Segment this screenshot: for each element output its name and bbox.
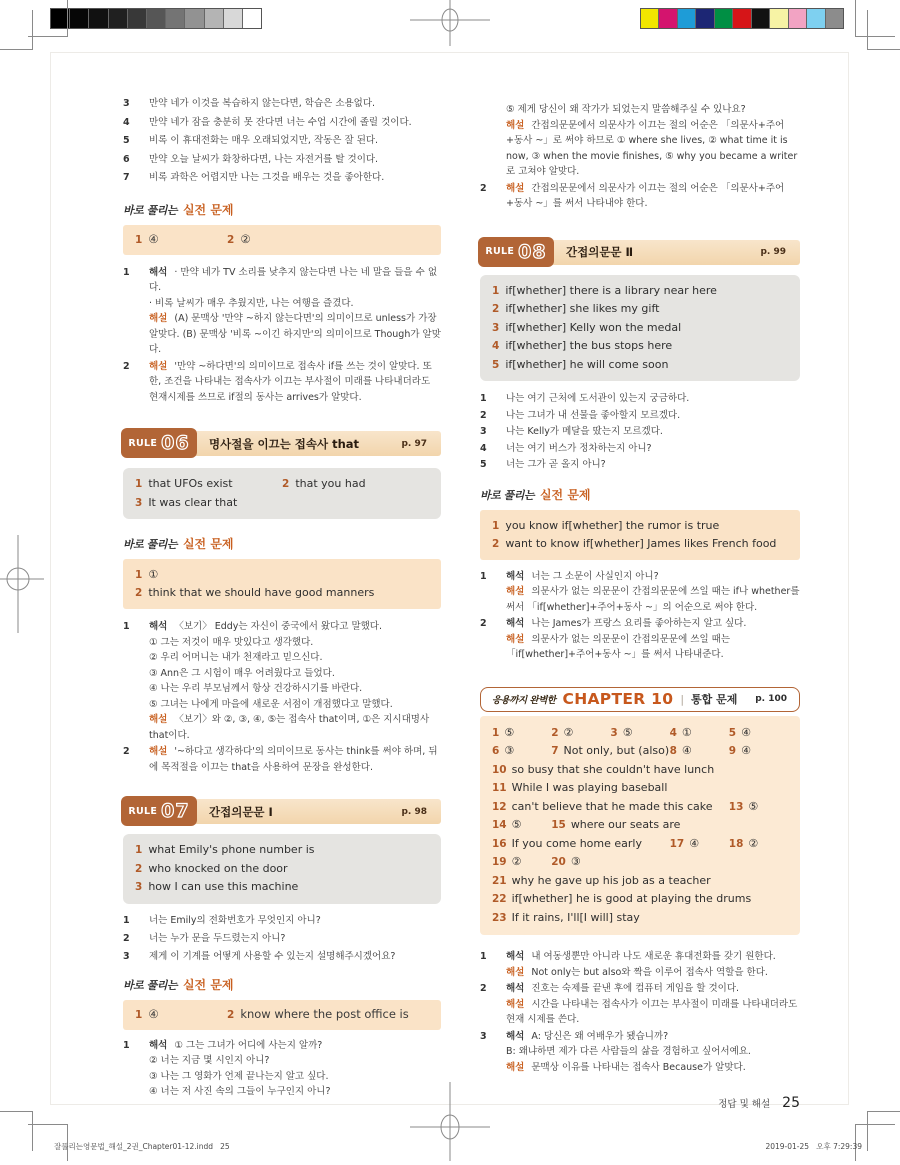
chapter-answer: 12 can't believe that he made this cake [492,799,713,813]
left-column [123,95,441,1101]
item-number: 6 [123,153,130,165]
haeseol-label: 해설 [506,182,525,194]
solution-line: 해설 간접의문문에서 의문사가 이끄는 절의 어순은 「의문사+주어+동사 ~」를 써서 나타내야 한다. [506,182,785,209]
gray-swatch [205,9,224,28]
rule-badge-label: RULE [485,246,515,257]
haeseok-label: 해석 [506,951,525,962]
practice-heading-script: 바로 풀리는 [123,538,177,551]
answer-number: 1 [135,233,143,246]
option-line: ② 우리 어머니는 내가 천재라고 믿으신다. [149,652,323,663]
answer-box [123,225,441,255]
solution-line: 해설 '만약 ~하다면'의 의미이므로 접속사 if를 쓰는 것이 알맞다. 또한, 조건을 나타내는 접속사가 이끄는 부사절이 미래를 나타내더라도 현재시제를 쓰므로 if절의 동사는 arrives가 알맞다. [149,360,432,403]
item-text: 비록 과학은 어렵지만 나는 그것을 배우는 것을 좋아한다. [149,172,385,183]
answer-line: 2 who knocked on the door [135,861,288,875]
answer-line: 1 if[whether] there is a library near here [492,283,717,297]
answer-line: 3 if[whether] Kelly won the medal [492,320,682,334]
practice-heading-accent: 실전 문제 [182,202,234,217]
answer-line: 2 want to know if[whether] James likes French food [492,536,777,550]
option-line: ④ 나는 우리 부모님께서 항상 건강하시기를 바란다. [149,683,363,694]
answer-line: 2 if[whether] she likes my gift [492,302,660,315]
practice-heading-accent: 실전 문제 [539,487,591,502]
gray-swatch [224,9,243,28]
grayscale-calibration-bar [50,8,262,29]
rule-08-answers [480,275,800,382]
explanation-item [480,181,800,212]
chapter-page-ref: p. 100 [755,694,787,704]
translation-line: 해석 진호는 숙제를 끝낸 후에 컴퓨터 게임을 할 것이다. [506,983,740,994]
solution-line: 해설 〈보기〉와 ②, ③, ④, ⑤는 접속사 that이며, ①은 지시대명사 that이다. [149,714,430,741]
item-number: 1 [480,570,487,582]
chapter-10-header [480,687,800,712]
rule-06-header [123,431,441,456]
print-datetime: 2019-01-25 오후 7:29:39 [765,1142,862,1151]
chapter-answer: 6 ③ [492,744,515,757]
chapter-answer: 15 where our seats are [551,818,681,831]
item-number: 4 [123,116,130,128]
answer-pair [227,232,251,248]
rule-title: 간접의문문 Ⅰ [209,804,273,819]
registration-mark-icon [0,535,46,637]
translation-line: 해석 ① 그는 그녀가 어디에 사는지 알까? [149,1039,323,1051]
rule-title: 간접의문문 Ⅱ [566,245,634,259]
color-swatch [641,9,659,28]
solution-line: 해설 의문사가 없는 의문문이 간접의문문에 쓰일 때는 「if[whether]+주어+동사 ~」를 써서 나타내준다. [506,633,730,660]
solution-line: 해설 문맥상 이유를 나타내는 접속사 Because가 알맞다. [506,1061,746,1073]
item-text: 비록 이 휴대전화는 매우 오래되었지만, 작동은 잘 된다. [149,135,379,146]
haeseok-label: 해석 [506,983,525,994]
gray-swatch [70,9,89,28]
answer-pair [135,232,227,248]
solution-line: 해설 의문사가 없는 의문문이 간접의문문에 쓰일 때는 if나 whether를 써서 「if[whether]+주어+동사 ~」의 어순으로 써야 한다. [506,586,800,613]
explanation-item [480,1029,800,1076]
translation-line: 해석 〈보기〉 Eddy는 자신이 중국에서 왔다고 말했다. [149,621,382,632]
chapter-prefix: 응용까지 완벽한 [492,695,556,706]
rule-page-ref: p. 97 [401,438,427,449]
item-number: 3 [480,1030,487,1042]
color-swatch [807,9,825,28]
gray-swatch [147,9,166,28]
rule-06-answers [123,468,441,519]
answer-line: 5 if[whether] he will come soon [492,357,669,371]
translation-item [123,151,441,170]
color-swatch [826,9,843,28]
chapter-answer: 9 ④ [728,744,751,757]
answer-line: 1 what Emily's phone number is [135,843,315,856]
item-number: 7 [123,172,130,183]
item-number: 2 [480,618,487,629]
item-number: 2 [480,182,487,194]
item-number: 1 [123,1039,130,1051]
rule-07-header [123,799,441,824]
chapter-answer: 22 if[whether] he is good at playing the drums [492,892,752,905]
haeseol-label: 해설 [506,1061,525,1073]
color-swatch [715,9,733,28]
explanation-item [123,744,441,775]
chapter-10-answers [480,716,800,936]
explanation-item [480,569,800,616]
page-footer-label: 정답 및 해설 [718,1099,771,1110]
solution-line: 해설 (A) 문맥상 '만약 ~하지 않는다면'의 의미이므로 unless가 가장 알맞다. (B) 문맥상 '비록 ~이긴 하지만'의 의미이므로 Though가 알맞다. [149,313,441,355]
haeseok-label: 해석 [149,1039,168,1051]
translation-line: 해석 나는 James가 프랑스 요리를 좋아하는지 알고 싶다. [506,618,747,629]
rule-badge [121,796,197,826]
answer-pair: 1 ④ [135,1006,159,1021]
haeseol-label: 해설 [506,966,525,978]
item-number: 2 [480,983,487,994]
practice-heading-accent: 실전 문제 [182,977,234,992]
explanation-block [123,265,441,406]
translation-list [123,912,441,966]
explanation-item [123,265,441,358]
translation-item: 1 너는 Emily의 전화번호가 무엇인지 아니? [123,914,321,926]
explanation-item [123,359,441,406]
answer-box [123,559,441,609]
answer-line: 4 if[whether] the bus stops here [492,339,673,352]
answer-line: 3 It was clear that [135,495,238,509]
chapter-answer: 14 ⑤ [492,818,522,831]
chapter-answer: 19 ② [492,855,522,868]
chapter-answer: 17 ④ [669,836,700,850]
item-number: 1 [123,266,130,278]
solution-line: 해설 시간을 나타내는 접속사가 이끄는 부사절이 미래를 나타내더라도 현재 시제를 쓴다. [506,998,798,1025]
option-line: ⑤ 제게 당신이 왜 작가가 되었는지 말씀해주실 수 있나요? [506,104,746,115]
chapter-answer: 3 ⑤ [610,725,633,739]
answer-line: 3 how I can use this machine [135,880,299,893]
color-swatch [659,9,677,28]
chapter-answer: 21 why he gave up his job as a teacher [492,873,711,887]
gray-swatch [109,9,128,28]
explanation-item [480,102,800,180]
crop-mark [0,1111,33,1151]
item-number: 2 [123,746,130,757]
translation-item [123,169,441,188]
explanation-item [480,949,800,980]
item-text: 만약 네가 잠을 충분히 못 잔다면 너는 수업 시간에 졸릴 것이다. [149,116,412,128]
practice-heading [123,535,441,552]
option-line: ⑤ 그녀는 나에게 마을에 새로운 서점이 개점했다고 말했다. [149,698,393,710]
option-line: ② 너는 지금 몇 시인지 아니? [149,1055,270,1066]
solution-line: 해설 '~하다고 생각하다'의 의미이므로 동사는 think를 써야 하며, 뒤에 목적절을 이끄는 that을 사용하여 문장을 완성한다. [149,746,438,773]
explanation-item [123,1038,441,1100]
haeseok-label: 해석 [506,618,525,629]
chapter-answer: 7 Not only, but (also) [551,744,670,757]
crop-mark [0,10,33,50]
haeseol-label: 해설 [506,998,525,1010]
haeseol-label: 해설 [506,586,525,597]
translation-item: 5 너는 그가 곧 올지 아니? [480,459,606,470]
haeseol-label: 해설 [149,313,168,324]
item-number: 2 [123,360,130,372]
color-swatch [770,9,788,28]
rule-badge-label: RULE [128,805,158,817]
item-number: 5 [123,135,130,146]
translation-line: · 비록 날씨가 매우 추웠지만, 나는 여행을 즐겼다. [149,297,354,309]
item-text: 만약 네가 이것을 복습하지 않는다면, 학습은 소용없다. [149,98,376,109]
option-line: ③ Ann은 그 시험이 매우 어려웠다고 들었다. [149,667,335,679]
rule-badge-label: RULE [128,437,158,449]
translation-item: 2 너는 누가 문을 두드렸는지 아니? [123,932,286,944]
explanation-block [123,619,441,775]
translation-line: 해석 A: 당신은 왜 여배우가 됐습니까? [506,1030,669,1042]
translation-line: 해석 · 만약 네가 TV 소리를 낮추지 않는다면 나는 네 말을 들을 수 없다. [149,266,437,293]
solution-line: 해설 Not only는 but also와 짝을 이루어 접속사 역할을 한다. [506,966,768,978]
crop-mark [867,1111,900,1151]
answer-box [123,1000,441,1030]
answer-value: ④ [148,231,159,246]
option-line: ① 그는 저것이 매우 맛있다고 생각했다. [149,636,314,648]
color-swatch [789,9,807,28]
gray-swatch [185,9,204,28]
practice-heading [480,486,800,503]
option-line: ③ 나는 그 영화가 언제 끝나는지 알고 싶다. [149,1070,329,1082]
rule-07-answers [123,834,441,904]
practice-heading-script: 바로 풀리는 [123,978,177,992]
page-footer [480,1095,800,1111]
explanation-block [123,1038,441,1100]
translation-line: B: 왜냐하면 제가 다른 사람들의 삶을 경험하고 싶어서예요. [506,1046,751,1057]
page-number: 25 [782,1095,800,1111]
translation-item: 2 나는 그녀가 내 선물을 좋아할지 모르겠다. [480,409,681,421]
option-line: ④ 너는 저 사진 속의 그들이 누구인지 아니? [149,1086,331,1097]
rule-number: 08 [518,240,547,263]
answer-line: 2 that you had [282,477,366,490]
print-file-info: 잘풀리는영문법_해설_2권_Chapter01-12.indd 25 [54,1142,230,1151]
chapter-title: CHAPTER 10 [562,690,674,708]
translation-item [123,95,441,114]
translation-item: 4 너는 여기 버스가 정차하는지 아니? [480,442,652,454]
chapter-answer: 11 While I was playing baseball [492,781,668,794]
rule-08-header [480,240,800,265]
rule-badge [121,428,197,458]
gray-swatch [128,9,147,28]
chapter-answer: 5 ④ [728,725,751,739]
chapter-answer: 4 ① [669,725,692,739]
translation-item: 3 나는 Kelly가 메달을 땄는지 모르겠다. [480,426,663,437]
color-swatch [752,9,770,28]
chapter-divider: | [680,692,685,706]
answer-number: 2 [227,233,235,246]
chapter-answer: 10 so busy that she couldn't have lunch [492,762,715,776]
item-number: 1 [480,951,487,962]
translation-line: 해석 너는 그 소문이 사실인지 아니? [506,570,659,582]
explanation-item [123,619,441,743]
chapter-answer: 23 If it rains, I'll[I will] stay [492,910,640,924]
solution-line: 해설 간접의문문에서 의문사가 이끄는 절의 어순은 「의문사+주어+동사 ~」로 써야 하므로 ① where she lives, ② what time it is now, ③ when the movie finishes, ⑤ why you became a writer로 고쳐야 알맞다. [506,119,798,177]
color-swatch [696,9,714,28]
translation-item: 1 나는 여기 근처에 도서관이 있는지 궁금하다. [480,393,690,404]
crop-mark [867,10,900,50]
translation-item: 3 제게 이 기계를 어떻게 사용할 수 있는지 설명해주시겠어요? [123,950,396,962]
practice-heading [123,976,441,993]
explanation-block [480,569,800,663]
explanation-block [480,949,800,1075]
item-text: 만약 오늘 날씨가 화창하다면, 나는 자전거를 탈 것이다. [149,153,379,165]
chapter-answer: 8 ④ [669,744,692,757]
color-swatch [678,9,696,28]
translation-item [123,132,441,151]
practice-heading-accent: 실전 문제 [182,537,234,551]
explanation-item [480,616,800,663]
color-calibration-bar [640,8,844,29]
rule-number: 07 [161,800,190,822]
chapter-answer: 16 If you come home early [492,836,642,850]
crop-mark [28,0,68,37]
translation-line: 해석 내 여동생뿐만 아니라 나도 새로운 휴대전화를 갖기 원한다. [506,951,776,962]
rule-page-ref: p. 99 [760,247,786,257]
practice-heading [123,201,441,218]
haeseok-label: 해석 [506,1030,525,1042]
answer-line: 2 think that we should have good manners [135,586,375,599]
translation-item [123,114,441,133]
haeseol-label: 해설 [506,119,525,131]
chapter-answer: 13 ⑤ [728,799,759,813]
rule-page-ref: p. 98 [401,806,427,817]
haeseol-label: 해설 [149,360,168,372]
haeseok-label: 해석 [149,266,168,278]
practice-heading-script: 바로 풀리는 [480,488,534,502]
chapter-answer: 18 ② [728,836,759,850]
haeseol-label: 해설 [149,714,168,725]
item-number: 1 [123,621,130,632]
haeseol-label: 해설 [149,746,168,757]
color-swatch [733,9,751,28]
translation-list [480,391,800,474]
answer-value: ② [240,231,251,246]
answer-pair: 2 know where the post office is [227,1006,409,1021]
answer-line: 1 ① [135,568,159,581]
haeseok-label: 해석 [149,621,168,632]
chapter-answer: 2 ② [551,725,574,739]
item-number [480,102,506,180]
registration-mark-icon [410,0,490,52]
practice-heading-script: 바로 풀리는 [123,203,177,217]
haeseok-label: 해석 [506,570,525,582]
answer-line: 1 that UFOs exist [135,477,233,490]
rule-title: 명사절을 이끄는 접속사 that [209,436,360,451]
answer-box [480,510,800,560]
explanation-block [480,102,800,212]
rule-badge [478,237,554,267]
explanation-item [480,981,800,1028]
gray-swatch [89,9,108,28]
right-column [480,95,800,1111]
gray-swatch [243,9,261,28]
chapter-subtitle: 통합 문제 [691,693,738,706]
rule-number: 06 [161,432,190,454]
answer-line: 1 you know if[whether] the rumor is true [492,518,720,532]
chapter-answer: 20 ③ [551,855,581,868]
haeseol-label: 해설 [506,633,525,645]
gray-swatch [166,9,185,28]
chapter-answer: 1 ⑤ [492,725,515,739]
item-number: 3 [123,98,130,109]
